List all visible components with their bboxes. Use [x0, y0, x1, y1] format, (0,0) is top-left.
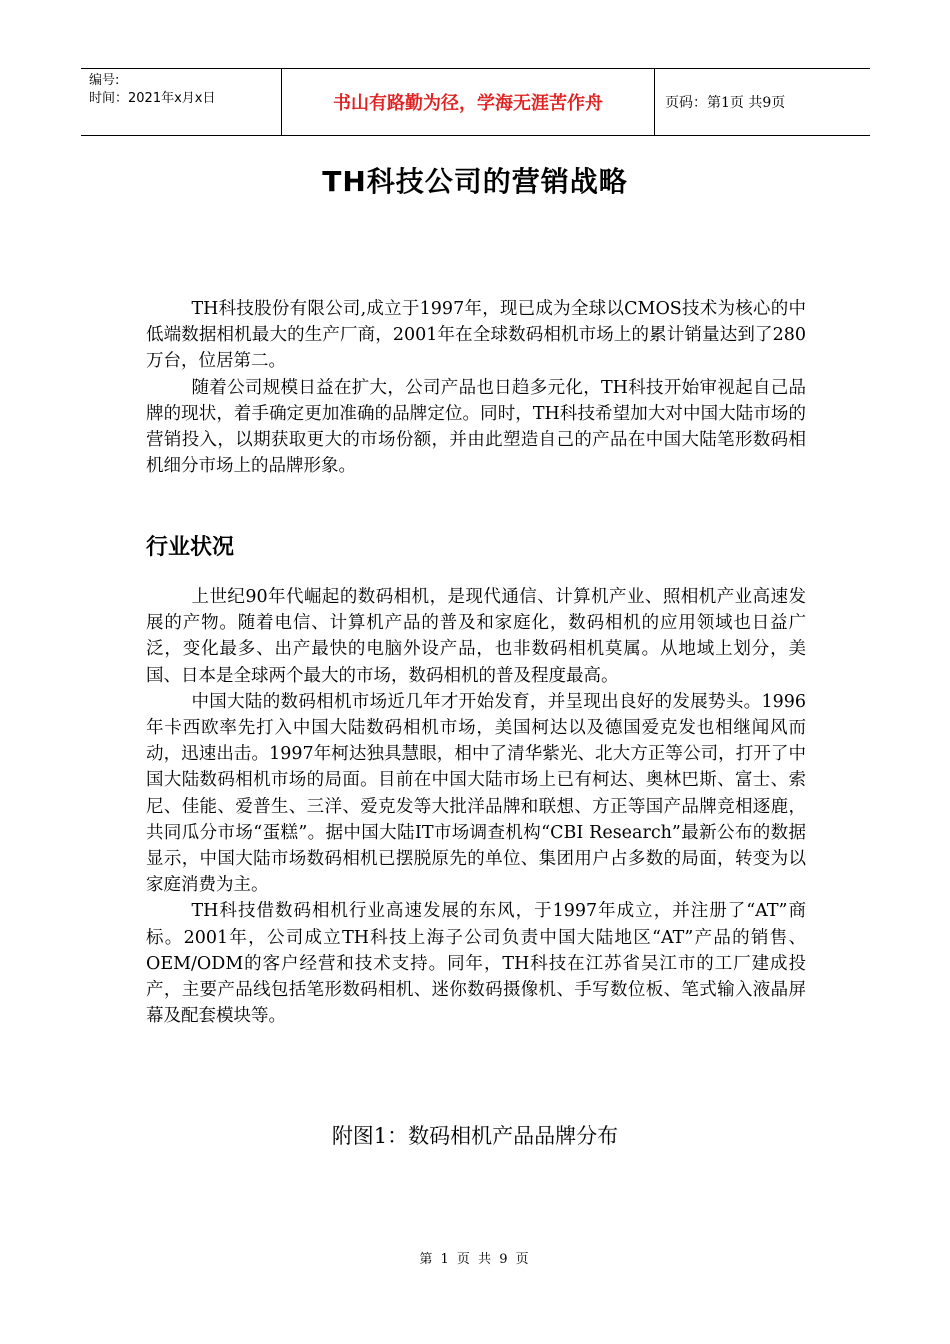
paragraph: TH科技借数码相机行业高速发展的东风，于1997年成立，并注册了“AT”商标。2001年，公司成立TH科技上海子公司负责中国大陆地区“AT”产品的销售、OEM/ODM的客户经营和技术支持。同年，TH科技在江苏省吴江市的工厂建成投产，主要产品线包括笔形数码相机、迷你数码摄像机、手写数位板、笔式输入液晶屏幕及配套模块等。	[146, 901, 806, 1027]
paragraph: 随着公司规模日益在扩大，公司产品也日趋多元化，TH科技开始审视起自己品牌的现状，着手确定更加准确的品牌定位。同时，TH科技希望加大对中国大陆市场的营销投入，以期获取更大的市场份额，并由此塑造自己的产品在中国大陆笔形数码相机细分市场上的品牌形象。	[146, 377, 806, 477]
header-meta	[81, 69, 281, 135]
header-table	[81, 68, 870, 136]
paragraph: 中国大陆的数码相机市场近几年才开始发育，并呈现出良好的发展势头。1996年卡西欧率先打入中国大陆数码相机市场，美国柯达以及德国爱克发也相继闻风而动，迅速出击。1997年柯达独具慧眼，相中了清华紫光、北大方正等公司，打开了中国大陆数码相机市场的局面。目前在中国大陆市场上已有柯达、奥林巴斯、富士、索尼、佳能、爱普生、三洋、爱克发等大批洋品牌和联想、方正等国产品牌竞相逐鹿，共同瓜分市场“蛋糕”。据中国大陆IT市场调查机构“CBI Research”最新公布的数据显示，中国大陆市场数码相机已摆脱原先的单位、集团用户占多数的局面，转变为以家庭消费为主。	[146, 691, 806, 896]
motto-text: 书山有路勤为径，学海无涯苦作舟	[333, 93, 603, 114]
page-footer: 第 1 页 共 9 页	[419, 1252, 531, 1267]
page-info-text: 页码：第1页 共9页	[665, 95, 786, 111]
figure-caption: 附图1：数码相机产品品牌分布	[331, 1124, 619, 1148]
time-label: 时间：2021年x月x日	[89, 91, 216, 106]
document-title: TH科技公司的营销战略	[322, 165, 628, 198]
number-label: 编号:	[89, 73, 120, 88]
paragraph: 上世纪90年代崛起的数码相机，是现代通信、计算机产业、照相机产业高速发展的产物。随着电信、计算机产品的普及和家庭化，数码相机的应用领域也日益广泛，变化最多、出产最快的电脑外设产品，也非数码相机莫属。从地域上划分，美国、日本是全球两个最大的市场，数码相机的普及程度最高。	[146, 587, 806, 686]
paragraph: TH科技股份有限公司,成立于1997年，现已成为全球以CMOS技术为核心的中低端数据相机最大的生产厂商，2001年在全球数码相机市场上的累计销量达到了280万台，位居第二。	[146, 299, 806, 372]
header-page-info	[655, 69, 870, 135]
intro-section	[146, 296, 806, 479]
section-heading: 行业状况	[146, 535, 235, 560]
industry-section	[146, 584, 806, 1029]
header-motto	[281, 69, 655, 135]
